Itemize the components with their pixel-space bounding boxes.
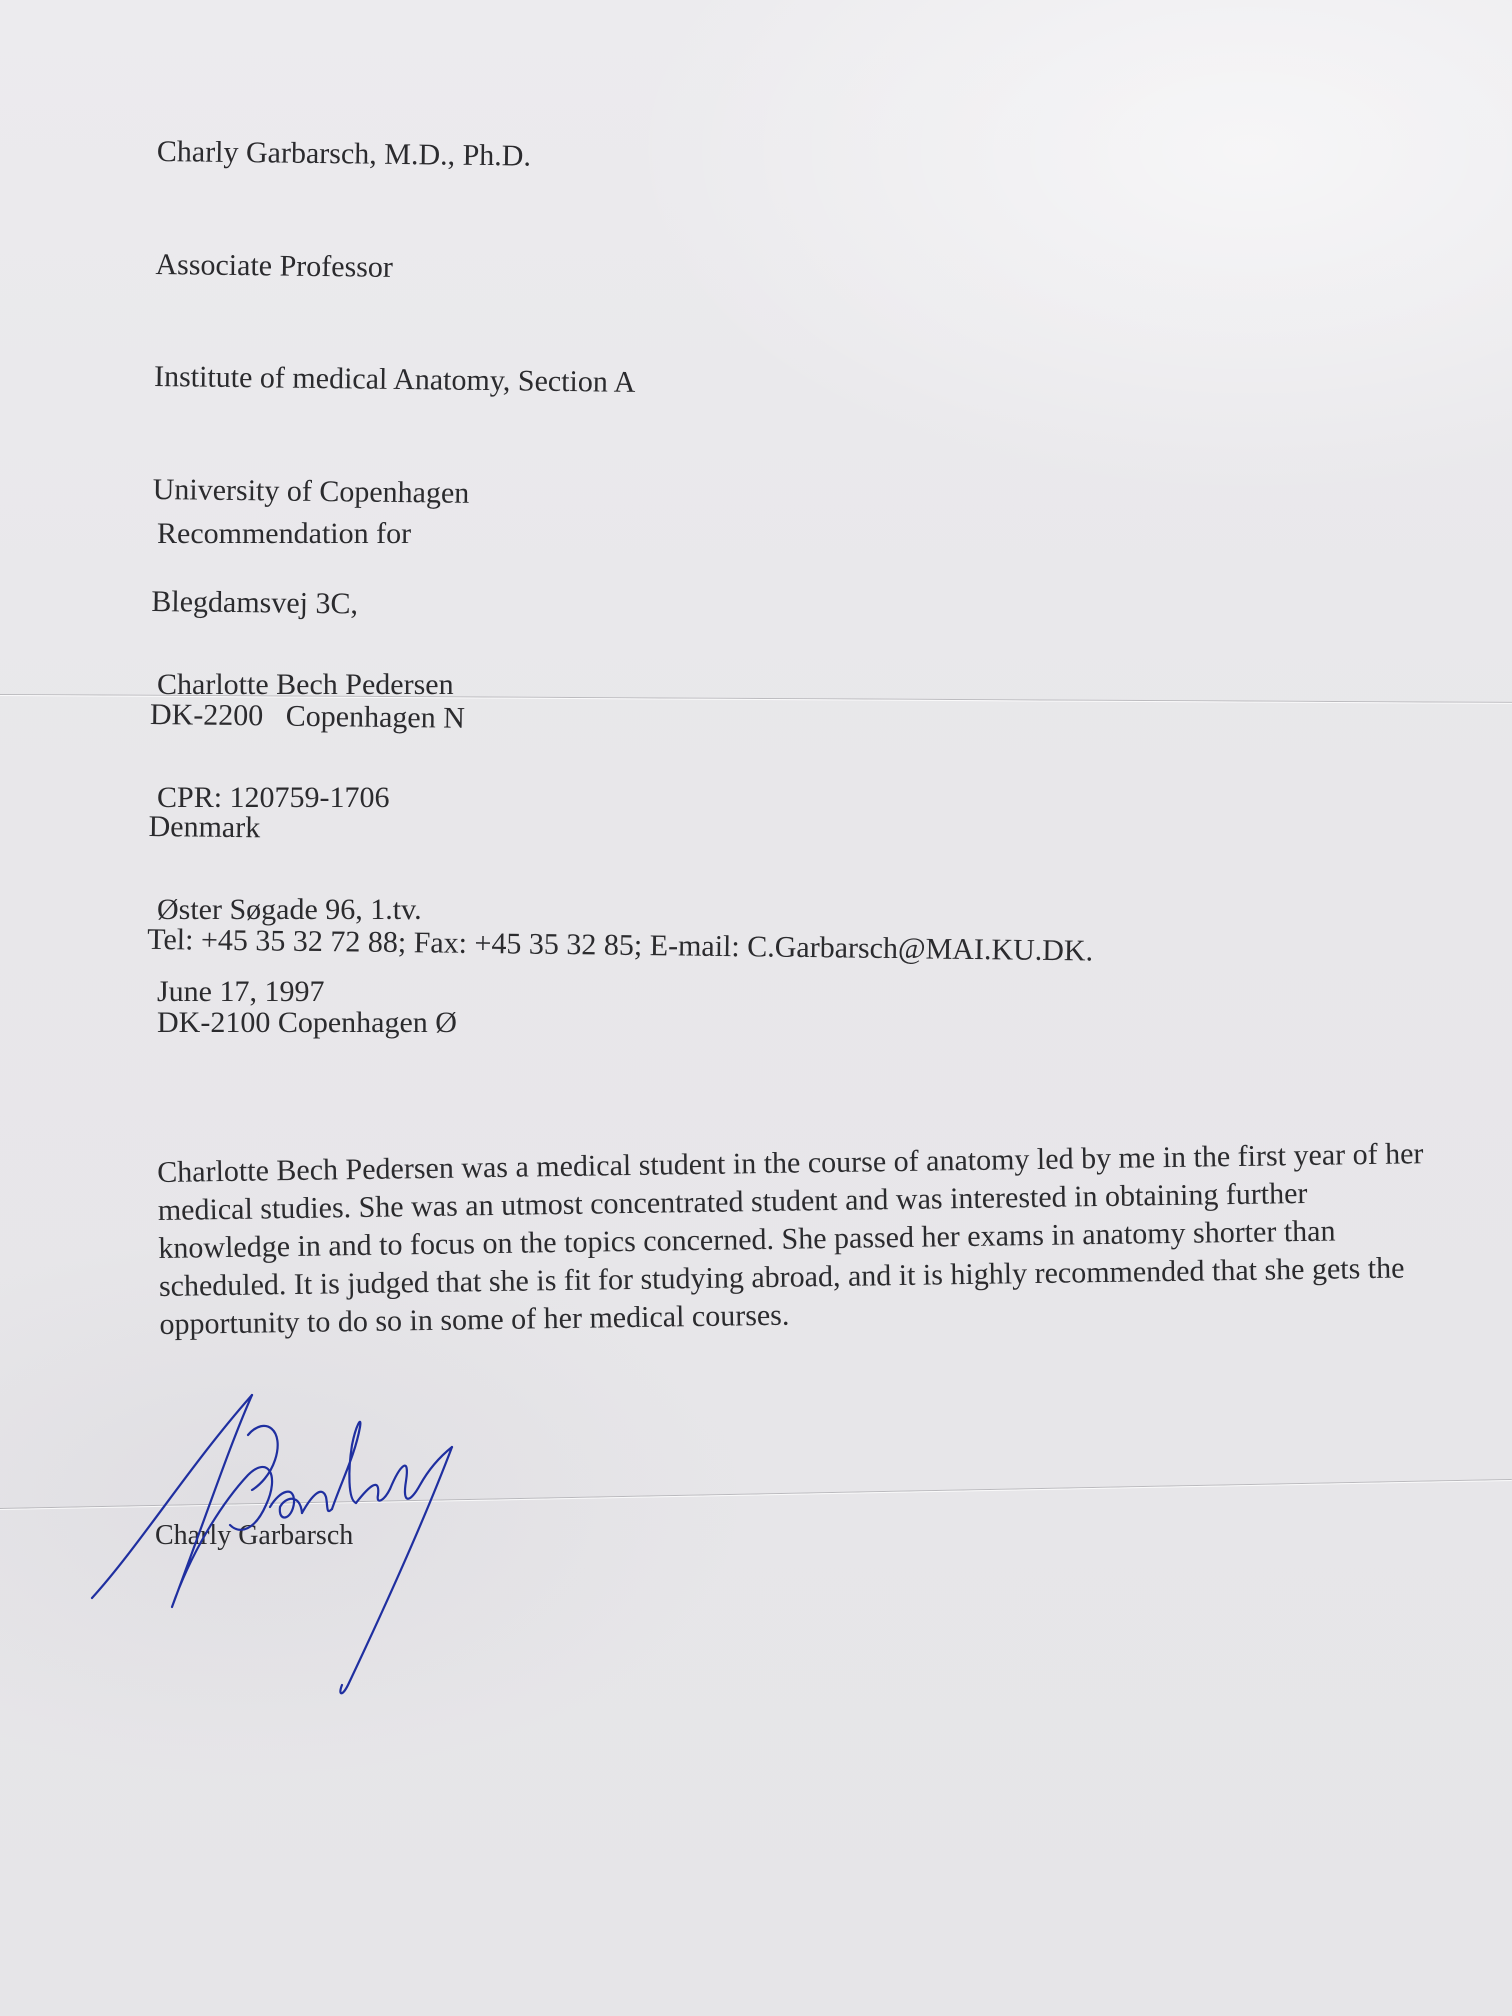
recipient-cpr: CPR: 120759-1706	[157, 780, 390, 814]
signer-name: Charly Garbarsch	[155, 1520, 354, 1551]
letter-date: June 17, 1997	[157, 975, 325, 1008]
sender-university: University of Copenhagen	[152, 472, 470, 510]
recipient-postal-city: DK-2100 Copenhagen Ø	[157, 1005, 457, 1039]
sender-postal-city: DK-2200 Copenhagen N	[149, 697, 466, 735]
sender-title: Associate Professor	[155, 247, 394, 284]
sender-country: Denmark	[148, 809, 261, 845]
recommendation-heading: Recommendation for	[157, 517, 412, 550]
sender-street: Blegdamsvej 3C,	[151, 584, 359, 621]
recipient-name: Charlotte Bech Pedersen	[157, 668, 454, 701]
recipient-street: Øster Søgade 96, 1.tv.	[157, 893, 422, 926]
sender-name: Charly Garbarsch, M.D., Ph.D.	[156, 134, 532, 173]
sender-contact: Tel: +45 35 32 72 88; Fax: +45 35 32 85; E-mail: C.Garbarsch@MAI.KU.DK.	[147, 922, 1094, 967]
letter-body: Charlotte Bech Pedersen was a medical student in the course of anatomy led by me in the first year of her medical studies. She was an utmost concentrated student and was interested in obtaining further knowledge in and to focus on the topics concerned. She passed her exams in anatomy shorter than scheduled. It is judged that she is fit for studying abroad, and it is highly recommended that she gets the opportunity to do so in some of her medical courses.	[157, 1137, 1424, 1341]
handwritten-signature	[80, 1385, 500, 1705]
sender-institute: Institute of medical Anatomy, Section A	[153, 359, 636, 399]
recipient-block	[157, 591, 457, 1116]
